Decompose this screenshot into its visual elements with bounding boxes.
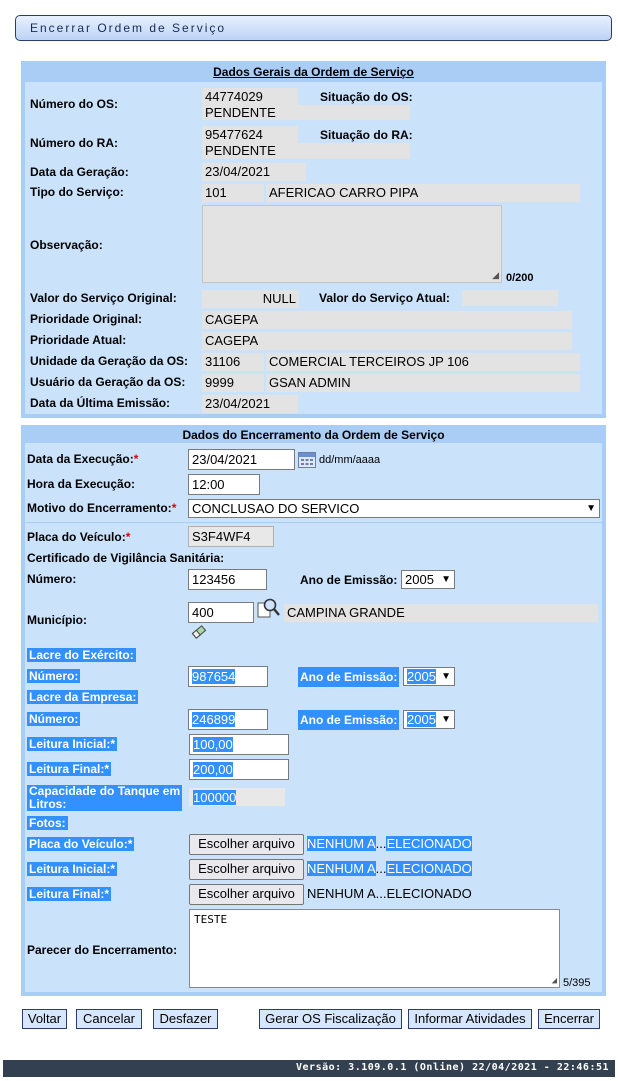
general-data-heading: Dados Gerais da Ordem de Serviço — [25, 65, 602, 82]
parecer-textarea[interactable]: TESTE ◢ — [189, 909, 560, 988]
situacao-ra-value — [298, 143, 410, 159]
cert-label: Certificado de Vigilância Sanitária: — [27, 551, 225, 565]
lacre-exercito-numero-input[interactable]: 987654 — [188, 666, 268, 687]
foto-inicial-choose-button[interactable]: Escolher arquivo — [189, 859, 304, 880]
situacao-os-value — [298, 105, 410, 120]
usuario-code: 9999 — [202, 374, 264, 392]
ultima-emissao-value: 23/04/2021 — [202, 395, 298, 413]
unidade-label: Unidade da Geração da OS: — [30, 354, 189, 368]
eraser-icon[interactable] — [191, 624, 207, 640]
hora-execucao-input[interactable]: 12:00 — [188, 474, 260, 495]
chevron-down-icon: ▼ — [441, 574, 451, 585]
cert-numero-label: Número: — [27, 572, 77, 586]
lacre-empresa-ano-select[interactable]: 2005 ▼ — [403, 710, 455, 729]
date-format-hint: dd/mm/aaaa — [319, 454, 381, 466]
data-execucao-input[interactable]: 23/04/2021 — [188, 449, 295, 470]
numero-ra-label: Número do RA: — [30, 136, 118, 150]
cert-numero-input[interactable]: 123456 — [188, 569, 267, 590]
calendar-icon[interactable] — [298, 452, 316, 468]
lacre-exercito-label: Lacre do Exército: — [29, 648, 134, 662]
desfazer-button[interactable]: Desfazer — [153, 1009, 218, 1029]
hora-execucao-label: Hora da Execução: — [27, 477, 136, 491]
numero-os-value: 44774029 PENDENTE — [202, 88, 298, 120]
observacao-counter: 0/200 — [506, 272, 534, 284]
foto-inicial-label: Leitura Inicial:* — [29, 862, 116, 876]
valor-atual-label: Valor do Serviço Atual: — [319, 291, 450, 305]
gerar-os-fiscalizacao-button[interactable]: Gerar OS Fiscalização — [259, 1009, 402, 1029]
parecer-label: Parecer do Encerramento: — [27, 943, 178, 957]
foto-final-choose-button[interactable]: Escolher arquivo — [189, 884, 304, 905]
municipio-code-input[interactable]: 400 — [188, 602, 254, 623]
prioridade-atual-label: Prioridade Atual: — [30, 333, 127, 347]
search-icon[interactable] — [257, 597, 281, 619]
ultima-emissao-label: Data da Última Emissão: — [30, 396, 171, 410]
resize-grip-icon[interactable]: ◢ — [551, 976, 557, 986]
resize-grip-icon[interactable]: ◢ — [492, 270, 499, 280]
cert-ano-select[interactable]: 2005 ▼ — [401, 570, 455, 589]
informar-atividades-button[interactable]: Informar Atividades — [408, 1009, 532, 1029]
version-footer: Versão: 3.109.0.1 (Online) 22/04/2021 - 22:46:51 — [3, 1060, 615, 1077]
valor-atual-value — [462, 290, 558, 306]
valor-original-value: NULL — [202, 290, 299, 308]
lacre-empresa-ano-label: Ano de Emissão: — [298, 710, 399, 730]
tipo-servico-label: Tipo do Serviço: — [30, 185, 124, 199]
page-title: Encerrar Ordem de Serviço — [15, 15, 612, 41]
situacao-ra-label: Situação do RA: — [320, 128, 413, 142]
motivo-select[interactable]: CONCLUSAO DO SERVICO ▼ — [188, 499, 600, 518]
parecer-counter: 5/395 — [563, 977, 591, 989]
leitura-final-label: Leitura Final:* — [29, 762, 110, 776]
leitura-final-input[interactable]: 200,00 — [189, 759, 289, 780]
placa-label: Placa do Veículo:* — [27, 530, 131, 544]
cancelar-button[interactable]: Cancelar — [76, 1009, 142, 1029]
unidade-code: 31106 — [202, 353, 264, 371]
foto-inicial-filename: NENHUM A...ELECIONADO — [307, 861, 472, 876]
encerrar-button[interactable]: Encerrar — [538, 1009, 600, 1029]
placa-input[interactable]: S3F4WF4 — [188, 526, 274, 547]
fotos-label: Fotos: — [29, 816, 66, 830]
municipio-name: CAMPINA GRANDE — [284, 604, 598, 622]
prioridade-original-label: Prioridade Original: — [30, 312, 143, 326]
unidade-desc: COMERCIAL TERCEIROS JP 106 — [266, 353, 580, 371]
data-geracao-value: 23/04/2021 — [202, 163, 306, 181]
situacao-os-label: Situação do OS: — [320, 90, 413, 104]
closing-data-heading: Dados do Encerramento da Ordem de Serviço — [25, 428, 602, 443]
lacre-exercito-ano-label: Ano de Emissão: — [298, 667, 399, 687]
leitura-inicial-label: Leitura Inicial:* — [29, 737, 116, 751]
foto-placa-choose-button[interactable]: Escolher arquivo — [189, 834, 304, 855]
usuario-label: Usuário da Geração da OS: — [30, 375, 186, 389]
divider — [25, 522, 602, 523]
lacre-exercito-ano-select[interactable]: 2005 ▼ — [403, 667, 455, 686]
municipio-label: Município: — [27, 613, 87, 627]
chevron-down-icon: ▼ — [441, 714, 451, 725]
chevron-down-icon: ▼ — [441, 671, 451, 682]
lacre-exercito-numero-label: Número: — [29, 669, 79, 683]
voltar-button[interactable]: Voltar — [22, 1009, 67, 1029]
observacao-textarea[interactable] — [202, 205, 502, 283]
motivo-label: Motivo do Encerramento:* — [27, 501, 177, 515]
prioridade-original-value: CAGEPA — [202, 311, 572, 329]
usuario-desc: GSAN ADMIN — [266, 374, 580, 392]
data-geracao-label: Data da Geração: — [30, 165, 129, 179]
tipo-servico-code: 101 — [202, 184, 264, 202]
cert-ano-label: Ano de Emissão: — [300, 573, 398, 587]
prioridade-atual-value: CAGEPA — [202, 332, 572, 350]
foto-placa-label: Placa do Veículo:* — [29, 837, 133, 851]
observacao-label: Observação: — [30, 238, 103, 252]
capacidade-input: 100000 — [189, 788, 285, 806]
tipo-servico-desc: AFERICAO CARRO PIPA — [266, 184, 580, 202]
leitura-inicial-input[interactable]: 100,00 — [189, 734, 289, 755]
lacre-empresa-numero-input[interactable]: 246899 — [188, 709, 268, 730]
data-execucao-label: Data da Execução:* — [27, 452, 139, 466]
numero-ra-value: 95477624 PENDENTE — [202, 126, 298, 159]
chevron-down-icon: ▼ — [586, 503, 596, 514]
lacre-empresa-numero-label: Número: — [29, 712, 79, 726]
capacidade-label: Capacidade do Tanque em Litros: — [29, 784, 181, 811]
lacre-empresa-label: Lacre da Empresa: — [29, 690, 137, 704]
foto-placa-filename: NENHUM A...ELECIONADO — [307, 836, 472, 851]
foto-final-filename: NENHUM A...ELECIONADO — [307, 886, 472, 901]
valor-original-label: Valor do Serviço Original: — [30, 291, 177, 305]
foto-final-label: Leitura Final:* — [29, 887, 110, 901]
numero-os-label: Número do OS: — [30, 97, 119, 111]
